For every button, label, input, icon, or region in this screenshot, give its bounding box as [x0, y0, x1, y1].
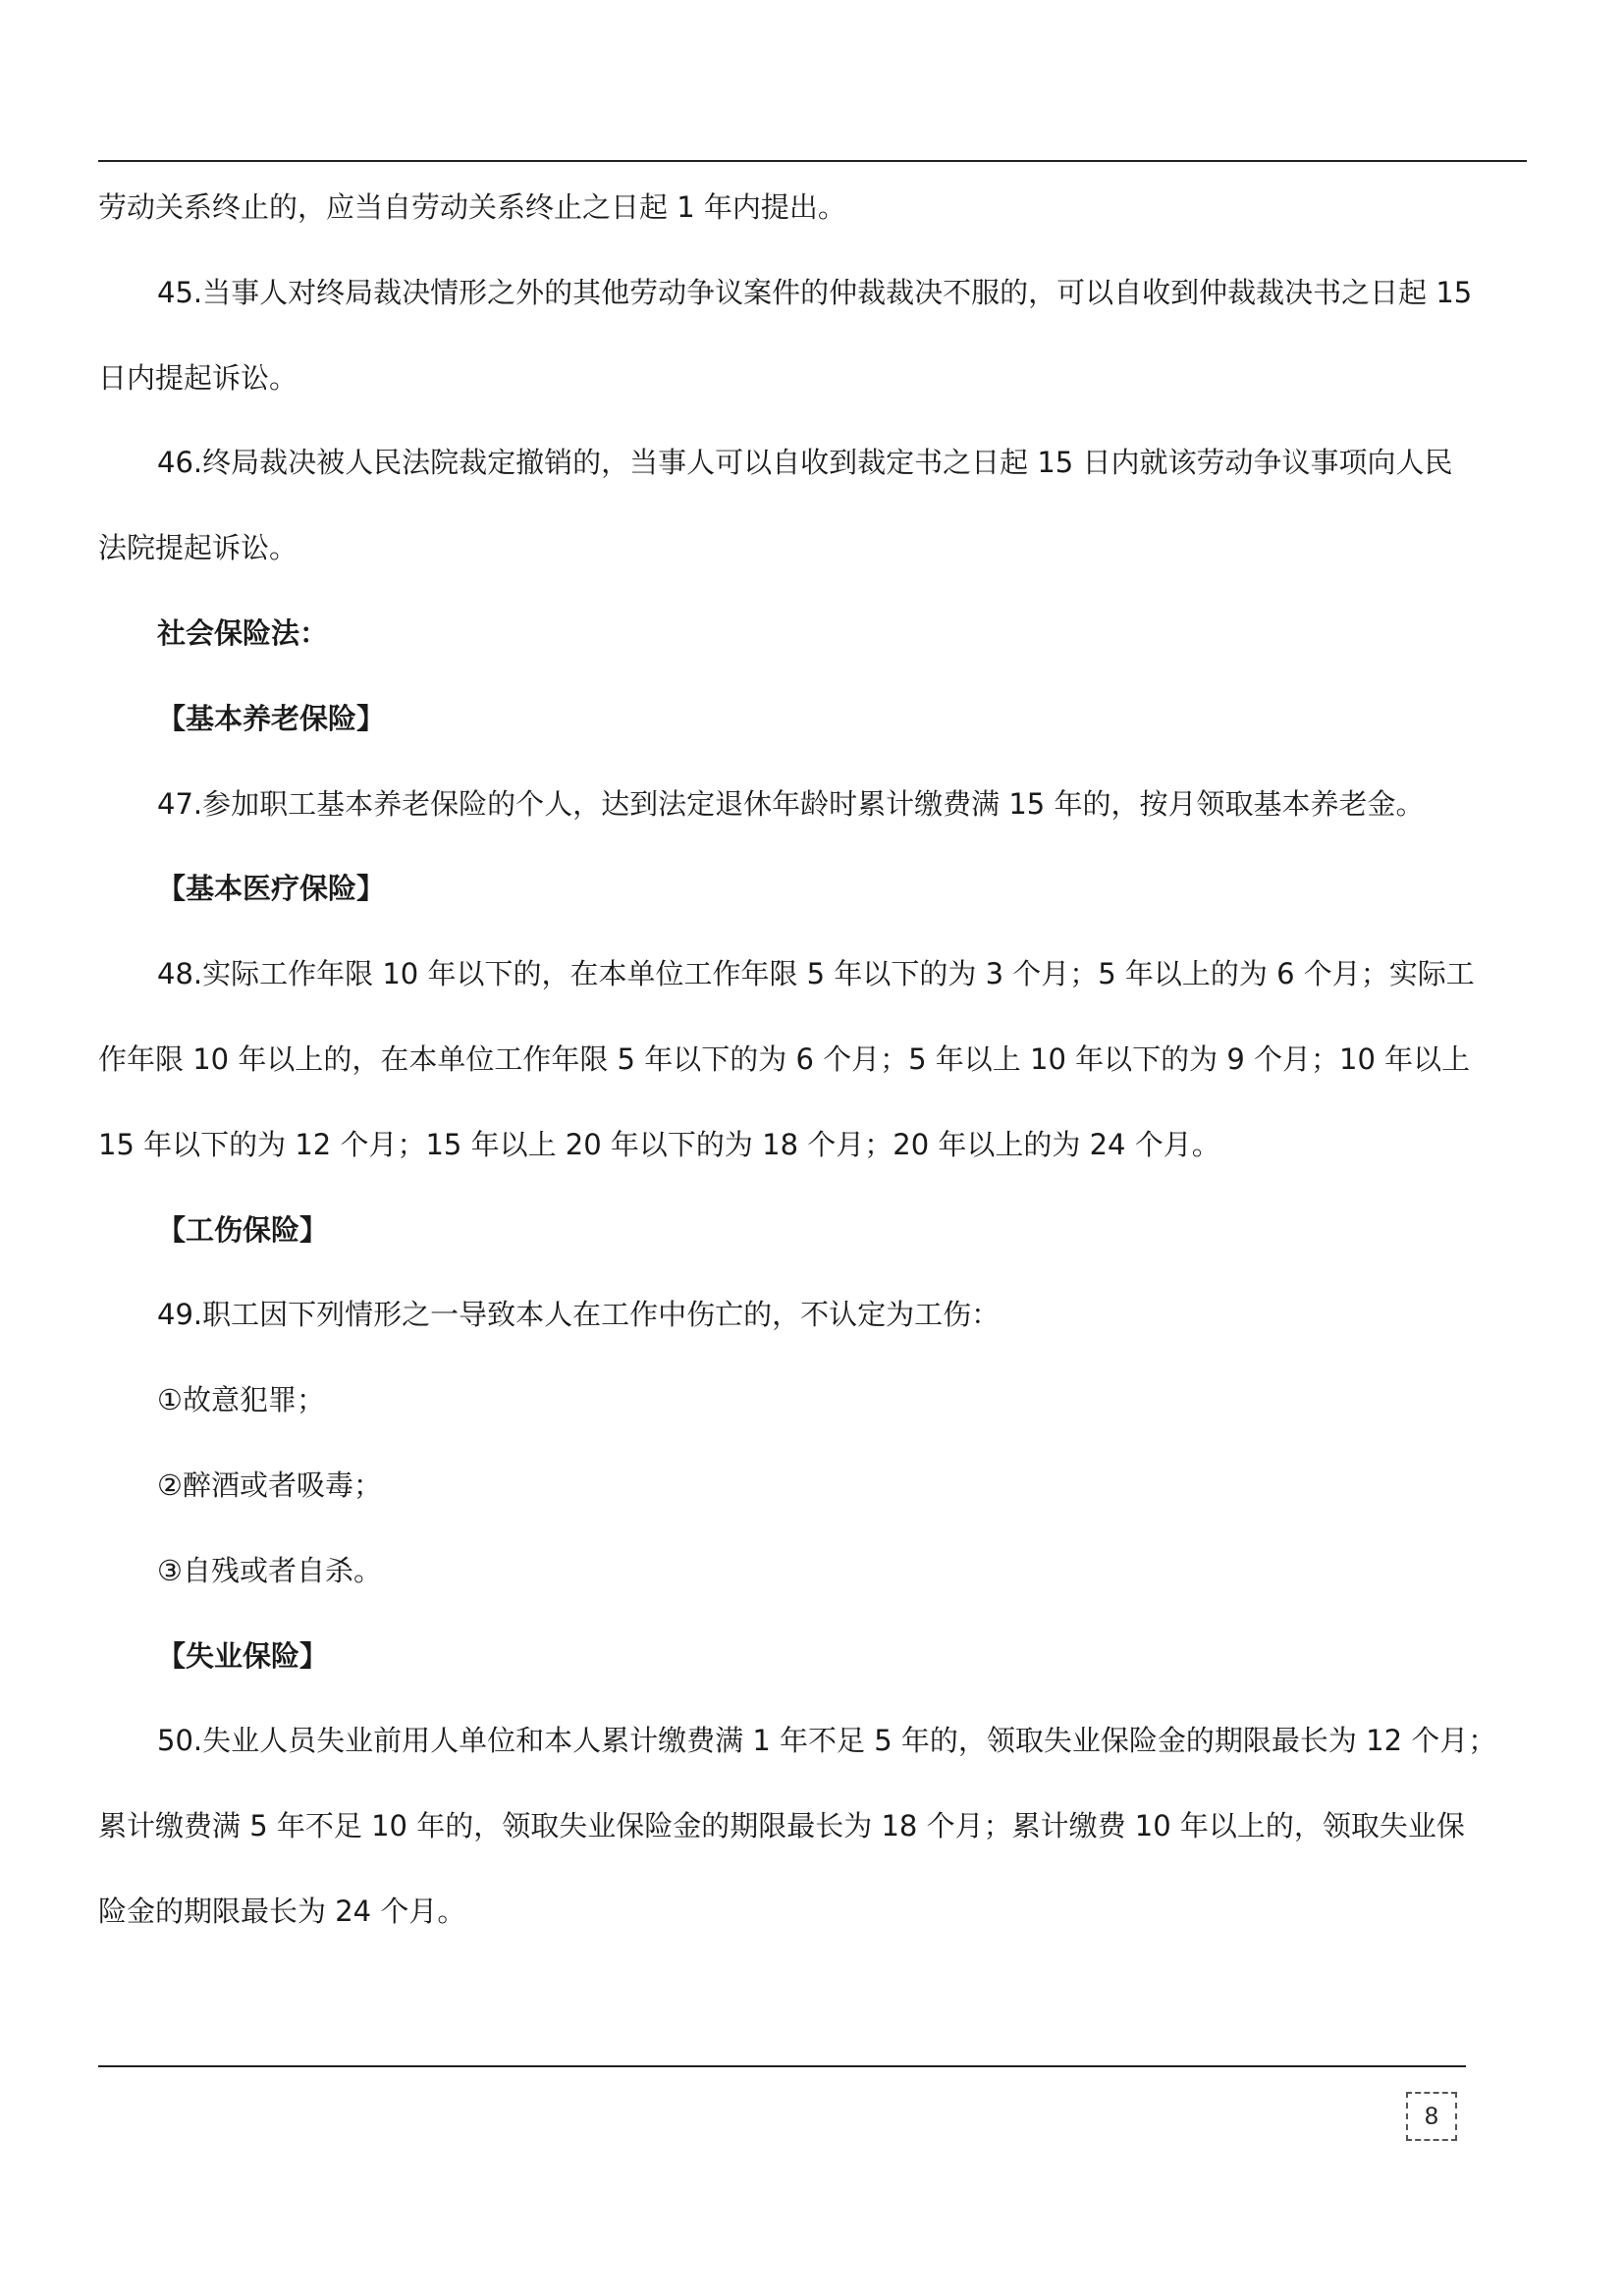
paragraph-line: 15 年以下的为 12 个月；15 年以上 20 年以下的为 18 个月；20 年以上的为 24 个月。	[98, 1127, 1220, 1161]
header-rule	[98, 160, 1527, 162]
page-number: 8	[1406, 2092, 1457, 2141]
list-item: ②醉酒或者吸毒；	[157, 1468, 382, 1502]
footer-rule	[98, 2065, 1466, 2067]
paragraph-line: 日内提起诉讼。	[98, 360, 298, 395]
list-item: ③自残或者自杀。	[157, 1553, 382, 1587]
paragraph-line: 46.终局裁决被人民法院裁定撤销的，当事人可以自收到裁定书之日起 15 日内就该劳动争议事项向人民	[157, 446, 1453, 480]
paragraph-line: 劳动关系终止的，应当自劳动关系终止之日起 1 年内提出。	[98, 190, 846, 224]
subsection-heading: 【基本医疗保险】	[157, 872, 386, 906]
document-body	[98, 165, 1528, 1954]
paragraph-line: 49.职工因下列情形之一导致本人在工作中伤亡的，不认定为工伤：	[157, 1298, 1001, 1332]
section-heading: 社会保险法：	[157, 615, 329, 650]
subsection-heading: 【工伤保险】	[157, 1212, 329, 1247]
paragraph-line: 险金的期限最长为 24 个月。	[98, 1894, 466, 1928]
paragraph-line: 45.当事人对终局裁决情形之外的其他劳动争议案件的仲裁裁决不服的，可以自收到仲裁裁决书之日起 15	[157, 275, 1473, 309]
paragraph-line: 法院提起诉讼。	[98, 531, 298, 565]
subsection-heading: 【失业保险】	[157, 1638, 329, 1673]
paragraph-line: 50.失业人员失业前用人单位和本人累计缴费满 1 年不足 5 年的，领取失业保险金的期限最长为 12 个月；	[157, 1724, 1497, 1758]
list-item: ①故意犯罪；	[157, 1383, 325, 1417]
subsection-heading: 【基本养老保险】	[157, 701, 386, 735]
paragraph-line: 累计缴费满 5 年不足 10 年的，领取失业保险金的期限最长为 18 个月；累计缴费 10 年以上的，领取失业保	[98, 1809, 1465, 1843]
paragraph-line: 作年限 10 年以上的，在本单位工作年限 5 年以下的为 6 个月；5 年以上 10 年以下的为 9 个月；10 年以上	[98, 1041, 1471, 1076]
paragraph-line: 47.参加职工基本养老保险的个人，达到法定退休年龄时累计缴费满 15 年的，按月领取基本养老金。	[157, 786, 1425, 821]
paragraph-line: 48.实际工作年限 10 年以下的，在本单位工作年限 5 年以下的为 3 个月；5 年以上的为 6 个月；实际工	[157, 957, 1475, 991]
